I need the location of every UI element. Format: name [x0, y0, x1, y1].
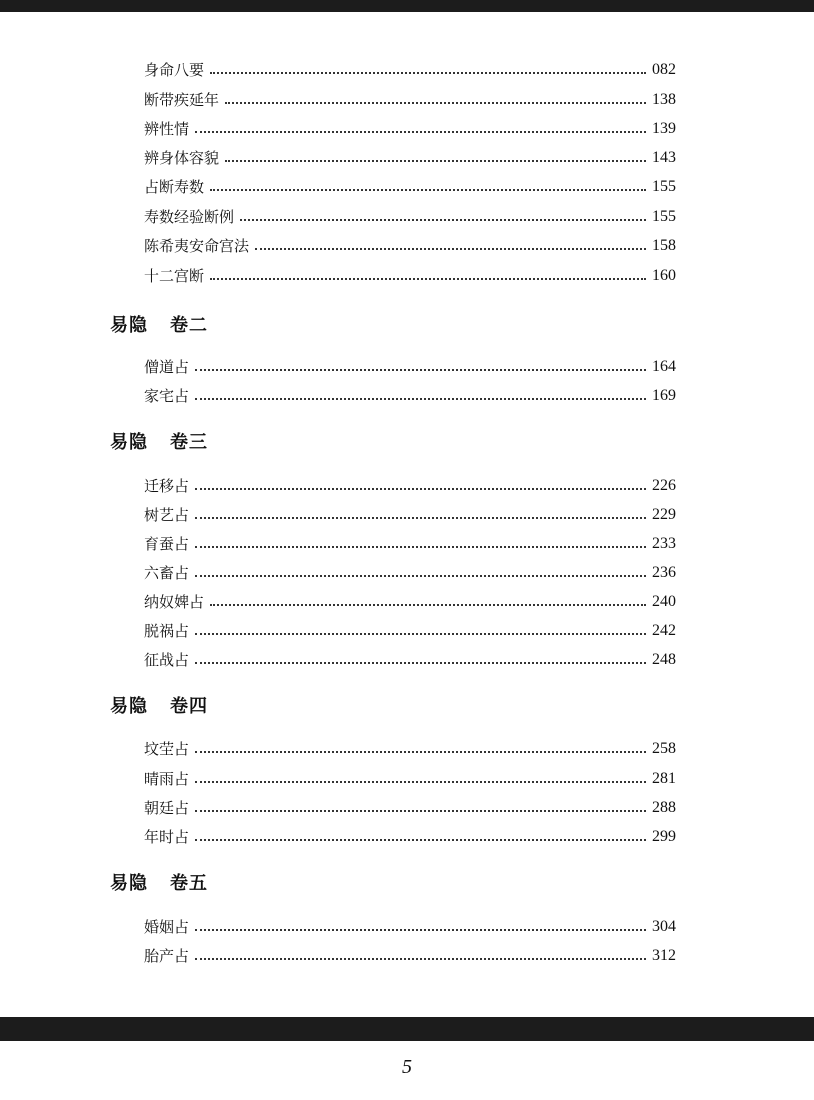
- toc-entry-title: 朝廷占: [144, 799, 190, 817]
- dot-leader: [195, 929, 646, 931]
- toc-entry-page: 158: [652, 237, 676, 254]
- dot-leader: [195, 633, 646, 635]
- dot-leader: [195, 810, 646, 812]
- toc-entry[interactable]: [144, 501, 676, 525]
- toc-entry-page: 229: [652, 506, 676, 523]
- toc-entry-title: 迁移占: [144, 477, 190, 495]
- toc-entry-page: 304: [652, 918, 676, 935]
- dot-leader: [255, 248, 646, 250]
- bottom-border-bar: [0, 1017, 814, 1041]
- toc-entry-title: 家宅占: [144, 387, 190, 405]
- toc-entry[interactable]: [144, 765, 676, 789]
- toc-entry[interactable]: [144, 942, 676, 966]
- toc-entry-title: 占断寿数: [144, 178, 205, 196]
- dot-leader: [225, 102, 646, 104]
- toc-entry-page: 299: [652, 828, 676, 845]
- dot-leader: [195, 546, 646, 548]
- toc-entry-page: 312: [652, 947, 676, 964]
- dot-leader: [195, 575, 646, 577]
- dot-leader: [195, 488, 646, 490]
- toc-entry-title: 辨身体容貌: [144, 149, 220, 167]
- dot-leader: [195, 751, 646, 753]
- toc-entry-title: 树艺占: [144, 506, 190, 524]
- toc-entry-page: 164: [652, 358, 676, 375]
- toc-entry-title: 断带疾延年: [144, 91, 220, 109]
- toc-entry-page: 143: [652, 149, 676, 166]
- toc-entry-page: 155: [652, 178, 676, 195]
- toc-entry[interactable]: [144, 56, 676, 80]
- toc-entry-page: 281: [652, 770, 676, 787]
- toc-entry-title: 胎产占: [144, 947, 190, 965]
- toc-entry-page: 258: [652, 740, 676, 757]
- toc-entry-page: 233: [652, 535, 676, 552]
- section-volume: 卷二: [170, 315, 208, 336]
- page-number: 5: [402, 1056, 412, 1078]
- section-heading: [110, 692, 208, 718]
- section-heading: [110, 869, 208, 895]
- toc-entry-title: 寿数经验断例: [144, 208, 235, 226]
- toc-entry-page: 240: [652, 593, 676, 610]
- toc-entry[interactable]: [144, 913, 676, 937]
- section-book: 易隐: [110, 696, 148, 717]
- toc-entry-title: 六畜占: [144, 564, 190, 582]
- toc-entry-page: 139: [652, 120, 676, 137]
- toc-entry-page: 288: [652, 799, 676, 816]
- toc-entry-title: 年时占: [144, 828, 190, 846]
- toc-entry-page: 138: [652, 91, 676, 108]
- toc-entry-page: 248: [652, 651, 676, 668]
- toc-entry-page: 242: [652, 622, 676, 639]
- toc-entry-title: 征战占: [144, 651, 190, 669]
- toc-entry-title: 僧道占: [144, 358, 190, 376]
- toc-entry[interactable]: [144, 203, 676, 227]
- toc-entry-page: 082: [652, 61, 676, 78]
- dot-leader: [195, 781, 646, 783]
- toc-entry-title: 脱祸占: [144, 622, 190, 640]
- toc-entry[interactable]: [144, 115, 676, 139]
- toc-entry-title: 十二宫断: [144, 267, 205, 285]
- toc-entry[interactable]: [144, 823, 676, 847]
- toc-entry[interactable]: [144, 735, 676, 759]
- section-book: 易隐: [110, 315, 148, 336]
- toc-entry-page: 226: [652, 477, 676, 494]
- toc-entry-title: 坟茔占: [144, 740, 190, 758]
- toc-entry[interactable]: [144, 472, 676, 496]
- dot-leader: [195, 662, 646, 664]
- dot-leader: [195, 958, 646, 960]
- dot-leader: [195, 839, 646, 841]
- dot-leader: [210, 278, 646, 280]
- toc-entry-page: 169: [652, 387, 676, 404]
- section-volume: 卷五: [170, 873, 208, 894]
- toc-entry[interactable]: [144, 530, 676, 554]
- toc-entry-title: 纳奴婢占: [144, 593, 205, 611]
- toc-entry[interactable]: [144, 646, 676, 670]
- section-volume: 卷四: [170, 696, 208, 717]
- toc-entry[interactable]: [144, 232, 676, 256]
- dot-leader: [195, 131, 646, 133]
- toc-entry[interactable]: [144, 559, 676, 583]
- section-volume: 卷三: [170, 432, 208, 453]
- toc-entry-page: 236: [652, 564, 676, 581]
- toc-entry-title: 育蚕占: [144, 535, 190, 553]
- toc-entry[interactable]: [144, 144, 676, 168]
- toc-entry-title: 陈希夷安命宫法: [144, 237, 250, 255]
- section-heading: [110, 428, 208, 454]
- section-book: 易隐: [110, 873, 148, 894]
- dot-leader: [225, 160, 646, 162]
- section-heading: [110, 311, 208, 337]
- toc-entry-title: 婚姻占: [144, 918, 190, 936]
- toc-entry-title: 辨性情: [144, 120, 190, 138]
- toc-entry[interactable]: [144, 262, 676, 286]
- section-book: 易隐: [110, 432, 148, 453]
- dot-leader: [195, 398, 646, 400]
- dot-leader: [240, 219, 646, 221]
- dot-leader: [210, 189, 646, 191]
- toc-entry[interactable]: [144, 617, 676, 641]
- toc-entry[interactable]: [144, 794, 676, 818]
- toc-entry[interactable]: [144, 86, 676, 110]
- top-border-bar: [0, 0, 814, 12]
- dot-leader: [210, 72, 646, 74]
- toc-entry-page: 155: [652, 208, 676, 225]
- dot-leader: [210, 604, 646, 606]
- toc-entry-title: 晴雨占: [144, 770, 190, 788]
- toc-entry[interactable]: [144, 353, 676, 377]
- dot-leader: [195, 369, 646, 371]
- toc-entry[interactable]: [144, 173, 676, 197]
- toc-entry[interactable]: [144, 382, 676, 406]
- dot-leader: [195, 517, 646, 519]
- toc-entry[interactable]: [144, 588, 676, 612]
- toc-entry-title: 身命八要: [144, 61, 205, 79]
- toc-entry-page: 160: [652, 267, 676, 284]
